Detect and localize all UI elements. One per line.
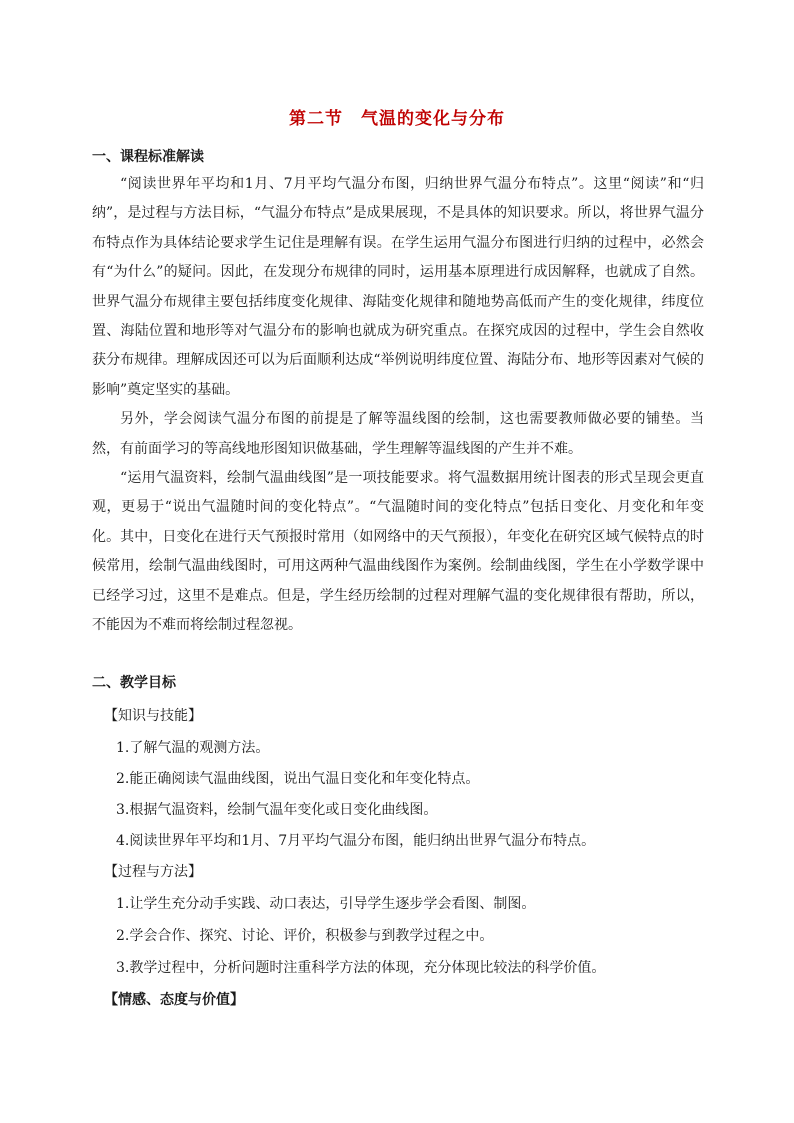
paragraph: “运用气温资料，绘制气温曲线图”是一项技能要求。将气温数据用统计图表的形式呈现会更直观，更易于“说出气温随时间的变化特点”。“气温随时间的变化特点”包括日变化、月变化和年变化。其中，日变化在进行天气预报时常用（如网络中的天气预报），年变化在研究区域气候特点的时候常用，绘制气温曲线图时，可用这两种气温曲线图作为案例。绘制曲线图，学生在小学数学课中已经学习过，这里不是难点。但是，学生经历绘制的过程对理解气温的变化规律很有帮助，所以，不能因为不难而将绘制过程忽视。: [92, 470, 704, 634]
page-title: [0, 104, 794, 129]
standards-body: [92, 170, 704, 641]
list-item: 3.根据气温资料，绘制气温年变化或日变化曲线图。: [116, 802, 438, 818]
group-label-knowledge: 【知识与技能】: [104, 708, 202, 724]
paragraph: “阅读世界年平均和1月、7月平均气温分布图，归纳世界气温分布特点”。这里“阅读”和“归纳”，是过程与方法目标，“气温分布特点”是成果展现，不是具体的知识要求。所以，将世界气温分布特点作为具体结论要求学生记住是理解有误。在学生运用气温分布图进行归纳的过程中，必然会有“为什么”的疑问。因此，在发现分布规律的同时，运用基本原理进行成因解释，也就成了自然。世界气温分布规律主要包括纬度变化规律、海陆变化规律和随地势高低而产生的变化规律，纬度位置、海陆位置和地形等对气温分布的影响也就成为研究重点。在探究成因的过程中，学生会自然收获分布规律。理解成因还可以为后面顺利达成“举例说明纬度位置、海陆分布、地形等因素对气候的影响”奠定坚实的基础。: [92, 176, 704, 398]
list-item: 3.教学过程中，分析问题时注重科学方法的体现，充分体现比较法的科学价值。: [116, 960, 606, 976]
group-label-process: 【过程与方法】: [104, 864, 202, 880]
group-label-values: 【情感、态度与价值】: [104, 992, 244, 1008]
title-topic: 气温的变化与分布: [361, 109, 505, 129]
list-item: 4.阅读世界年平均和1月、7月平均气温分布图，能归纳出世界气温分布特点。: [116, 833, 596, 849]
list-item: 2.学会合作、探究、讨论、评价，积极参与到教学过程之中。: [116, 928, 494, 944]
title-section-number: 第二节: [289, 109, 343, 129]
section-heading-standards: 一、课程标准解读: [92, 149, 204, 165]
paragraph: 另外，学会阅读气温分布图的前提是了解等温线图的绘制，这也需要教师做必要的铺垫。当然，有前面学习的等高线地形图知识做基础，学生理解等温线图的产生并不难。: [92, 411, 704, 457]
list-item: 1.让学生充分动手实践、动口表达，引导学生逐步学会看图、制图。: [116, 896, 536, 912]
section-heading-objectives: 二、教学目标: [92, 675, 176, 691]
list-item: 2.能正确阅读气温曲线图，说出气温日变化和年变化特点。: [116, 771, 480, 787]
list-item: 1.了解气温的观测方法。: [116, 740, 270, 756]
